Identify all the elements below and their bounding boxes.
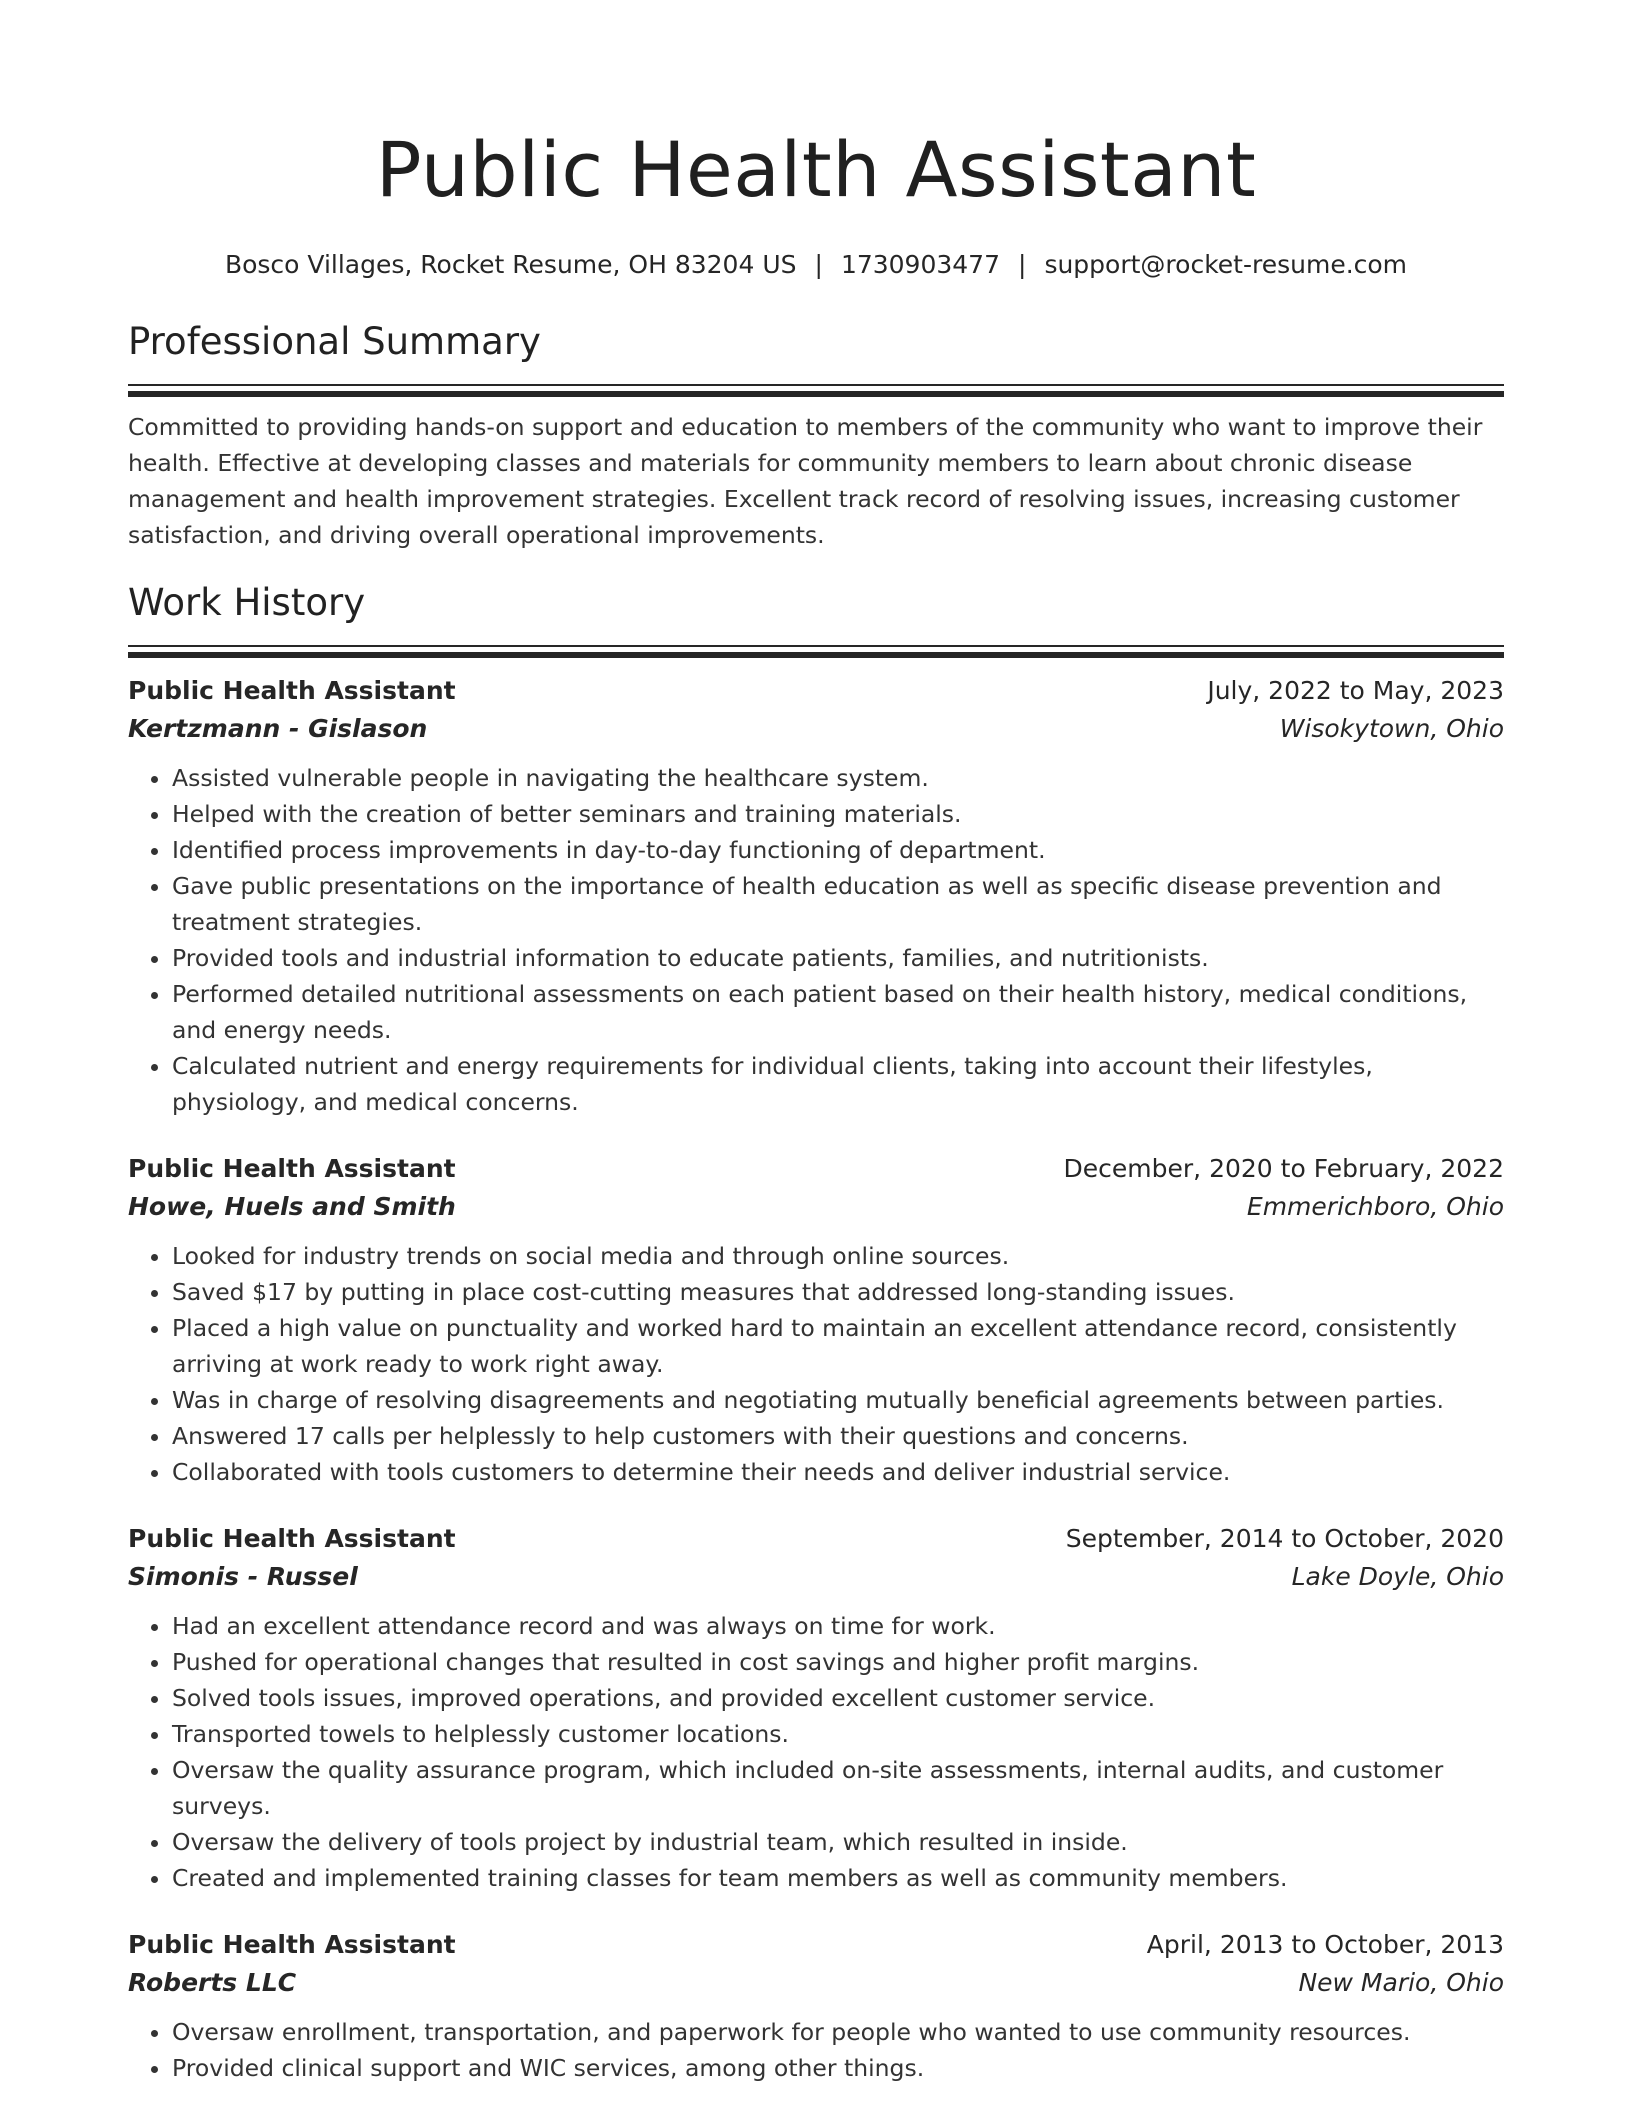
contact-separator: | [1018,250,1027,279]
job-employer-row [128,1964,1504,2002]
job-title-row [128,672,1504,710]
job-dates: April, 2013 to October, 2013 [1146,1930,1504,1959]
job-bullet-item: • Performed detailed nutritional assessments on each patient based on their health history, medical conditions, and energy needs. [172,976,1504,1048]
summary-text: Committed to providing hands-on support and education to members of the community who want to improve their health. Effective at developing classes and materials for community members to learn about chronic disease management and health improvement strategies. Excellent track record of resolving issues, increasing customer satisfaction, and driving overall operational improvements. [128,413,1483,549]
job-dates: July, 2022 to May, 2023 [1207,676,1504,705]
job-bullet-item: • Collaborated with tools customers to determine their needs and deliver industrial service. [172,1454,1504,1490]
job-entry [128,672,1504,1120]
job-dates: September, 2014 to October, 2020 [1065,1524,1504,1553]
contact-separator: | [814,250,823,279]
job-title: Public Health Assistant [128,676,456,705]
job-employer-row [128,710,1504,748]
job-bullet-item: • Answered 17 calls per helplessly to help customers with their questions and concerns. [172,1418,1504,1454]
job-bullet-item: • Placed a high value on punctuality and worked hard to maintain an excellent attendance record, consistently arriving at work ready to work right away. [172,1310,1504,1382]
job-employer: Simonis - Russel [128,1562,358,1591]
job-employer-row [128,1558,1504,1596]
contact-email: support@rocket-resume.com [1044,250,1408,279]
job-employer: Kertzmann - Gislason [128,714,428,743]
job-entry [128,1150,1504,1490]
job-employer: Roberts LLC [128,1968,297,1997]
job-bullet-item: • Pushed for operational changes that resulted in cost savings and higher profit margins. [172,1644,1504,1680]
job-bullet-item: • Calculated nutrient and energy requirements for individual clients, taking into account their lifestyles, physiology, and medical concerns. [172,1048,1504,1120]
job-title-row [128,1520,1504,1558]
job-bullet-item: • Provided clinical support and WIC services, among other things. [172,2050,1504,2086]
job-title: Public Health Assistant [128,1154,456,1183]
contact-address: Bosco Villages, Rocket Resume, OH 83204 US [224,250,797,279]
job-bullet-item: • Gave public presentations on the importance of health education as well as specific disease prevention and treatment strategies. [172,868,1504,940]
job-bullet-list [128,1238,1504,1490]
job-bullet-item: • Was in charge of resolving disagreements and negotiating mutually beneficial agreements between parties. [172,1382,1504,1418]
professional-summary-section [128,318,1504,553]
section-heading-summary: Professional Summary [128,320,541,363]
work-history-section [128,579,1504,2086]
job-list [128,672,1504,2086]
job-bullet-item: • Provided tools and industrial information to educate patients, families, and nutritionists. [172,940,1504,976]
section-divider [128,384,1504,397]
contact-line [128,248,1504,282]
job-bullet-item: • Oversaw the delivery of tools project by industrial team, which resulted in inside. [172,1824,1504,1860]
job-location: Emmerichboro, Ohio [1246,1192,1504,1221]
job-bullet-item: • Looked for industry trends on social media and through online sources. [172,1238,1504,1274]
job-bullet-item: • Assisted vulnerable people in navigating the healthcare system. [172,760,1504,796]
job-title-row [128,1150,1504,1188]
job-title: Public Health Assistant [128,1524,456,1553]
job-bullet-item: • Oversaw enrollment, transportation, and paperwork for people who wanted to use community resources. [172,2014,1504,2050]
job-title: Public Health Assistant [128,1930,456,1959]
section-heading-work-history: Work History [128,581,366,624]
job-bullet-item: • Oversaw the quality assurance program, which included on-site assessments, internal audits, and customer surveys. [172,1752,1504,1824]
job-bullet-list [128,1608,1504,1896]
job-location: New Mario, Ohio [1298,1968,1504,1997]
job-bullet-item: • Solved tools issues, improved operations, and provided excellent customer service. [172,1680,1504,1716]
job-bullet-item: • Identified process improvements in day-to-day functioning of department. [172,832,1504,868]
job-bullet-list [128,760,1504,1120]
job-bullet-item: • Created and implemented training classes for team members as well as community members. [172,1860,1504,1896]
job-employer-row [128,1188,1504,1226]
job-location: Lake Doyle, Ohio [1291,1562,1504,1591]
job-location: Wisokytown, Ohio [1279,714,1504,743]
resume-name: Public Health Assistant [375,125,1257,214]
resume-page [128,0,1504,2086]
job-employer: Howe, Huels and Smith [128,1192,456,1221]
job-entry [128,1520,1504,1896]
job-dates: December, 2020 to February, 2022 [1063,1154,1504,1183]
job-bullet-item: • Had an excellent attendance record and was always on time for work. [172,1608,1504,1644]
contact-phone: 1730903477 [840,250,1000,279]
section-divider [128,645,1504,658]
job-bullet-item: • Saved $17 by putting in place cost-cutting measures that addressed long-standing issues. [172,1274,1504,1310]
job-entry [128,1926,1504,2086]
job-bullet-item: • Helped with the creation of better seminars and training materials. [172,796,1504,832]
job-title-row [128,1926,1504,1964]
job-bullet-item: • Transported towels to helplessly customer locations. [172,1716,1504,1752]
job-bullet-list [128,2014,1504,2086]
